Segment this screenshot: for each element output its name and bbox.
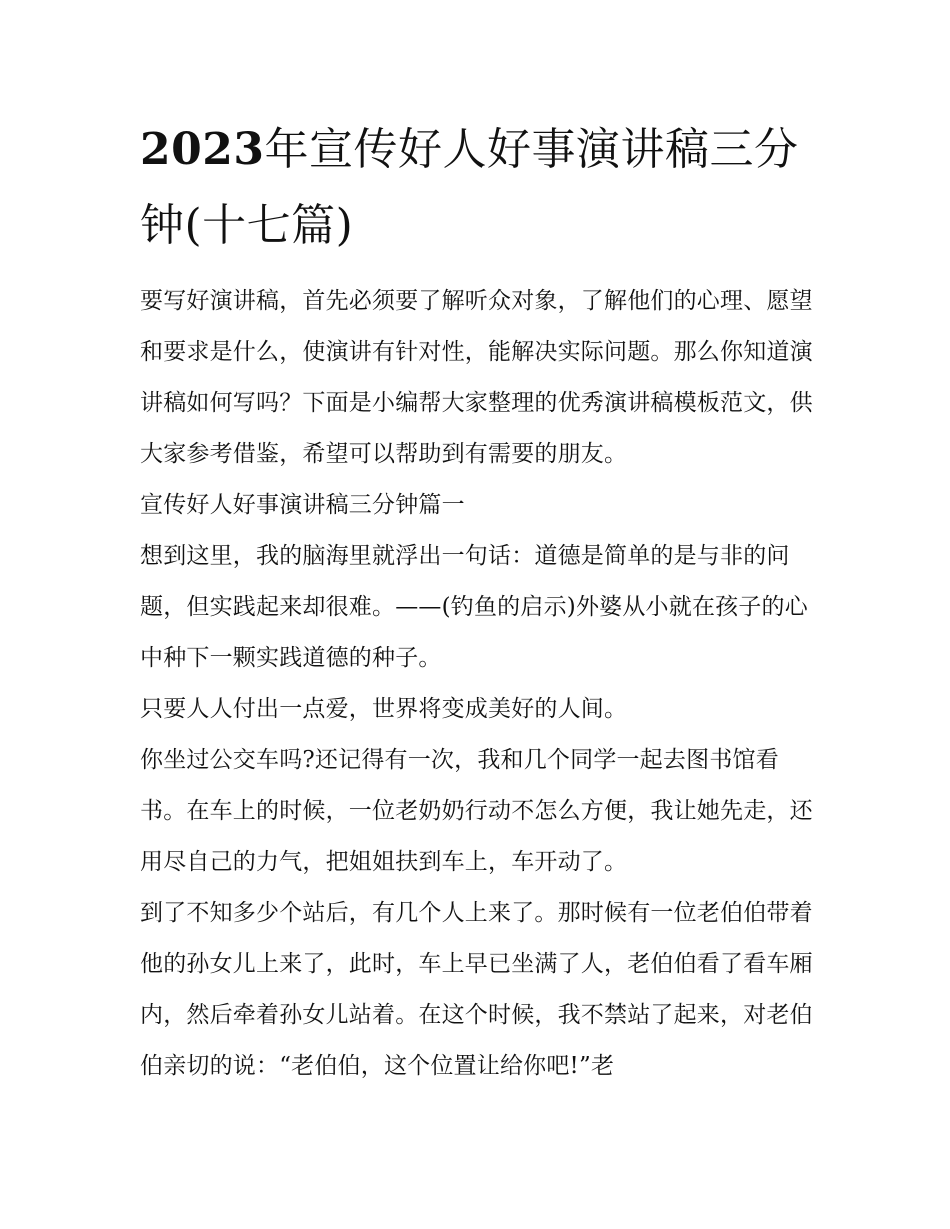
- body-paragraph: 只要人人付出一点爱，世界将变成美好的人间。: [140, 696, 628, 722]
- document-title: [140, 112, 820, 264]
- section-heading: 宣传好人好事演讲稿三分钟篇一: [140, 492, 465, 518]
- intro-paragraph: 要写好演讲稿，首先必须要了解听众对象，了解他们的心理、愿望和要求是什么，使演讲有针对性，能解决实际问题。那么你知道演讲稿如何写吗？下面是小编帮大家整理的优秀演讲稿模板范文，供大家参考借鉴，希望可以帮助到有需要的朋友。: [140, 288, 813, 467]
- body-paragraph: 想到这里，我的脑海里就浮出一句话：道德是简单的是与非的问题，但实践起来却很难。——(钓鱼的启示)外婆从小就在孩子的心中种下一颗实践道德的种子。: [140, 543, 808, 671]
- title-text: 年宣传好人好事演讲稿三分钟(十七篇): [140, 124, 799, 251]
- body-paragraph: 你坐过公交车吗?还记得有一次，我和几个同学一起去图书馆看书。在车上的时候，一位老奶奶行动不怎么方便，我让她先走，还用尽自己的力气，把姐姐扶到车上，车开动了。: [140, 747, 813, 875]
- title-year: 2023: [140, 124, 265, 175]
- document-body: [140, 112, 820, 1092]
- body-paragraph: 到了不知多少个站后，有几个人上来了。那时候有一位老伯伯带着他的孙女儿上来了，此时，车上早已坐满了人，老伯伯看了看车厢内，然后牵着孙女儿站着。在这个时候，我不禁站了起来，对老伯伯亲切的说：“老伯伯，这个位置让给你吧!”老: [140, 900, 813, 1079]
